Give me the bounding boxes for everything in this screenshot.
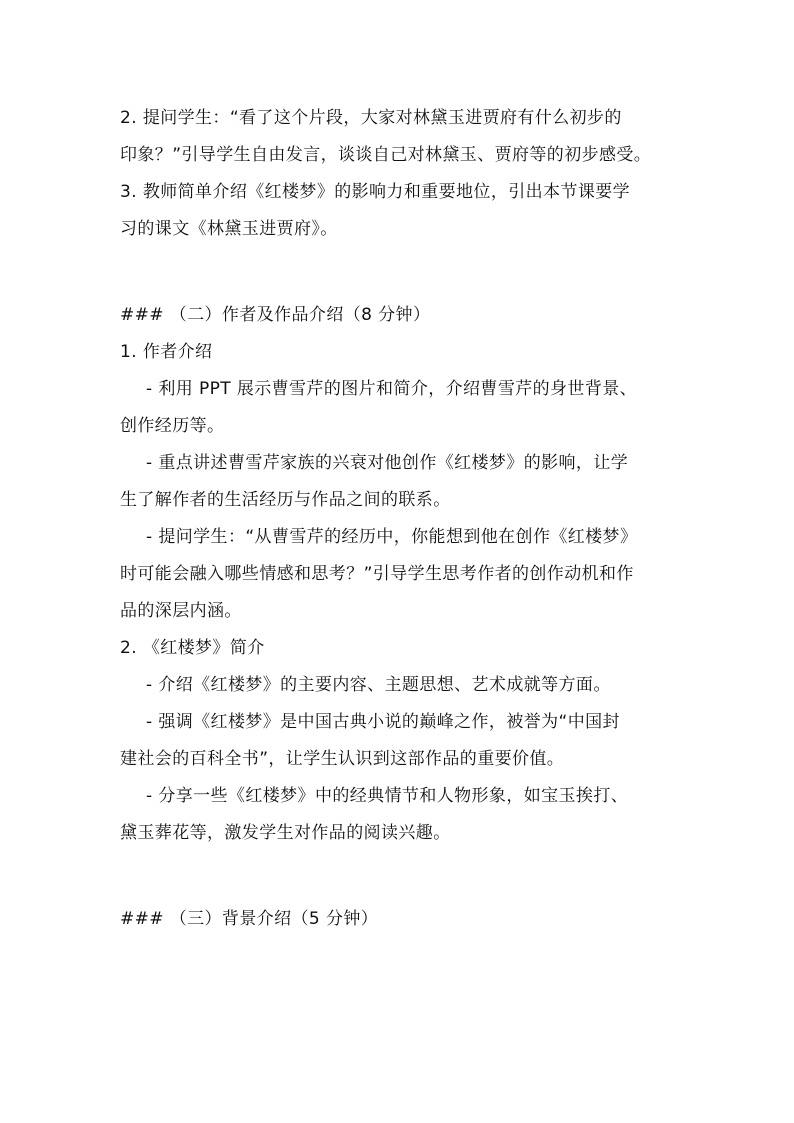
bullet-line: - 分享一些《红楼梦》中的经典情节和人物形象，如宝玉挨打、	[146, 786, 629, 806]
blank-line	[120, 852, 680, 901]
bullet-line: - 介绍《红楼梦》的主要内容、主题思想、艺术成就等方面。	[146, 675, 611, 695]
bullet-line: - 重点讲述曹雪芹家族的兴衰对他创作《红楼梦》的影响，让学	[146, 453, 629, 473]
paragraph-line: 2. 提问学生：“看了这个片段，大家对林黛玉进贾府有什么初步的	[120, 108, 622, 128]
paragraph-line: 建社会的百科全书”，让学生认识到这部作品的重要价值。	[120, 749, 565, 769]
paragraph-line: 创作经历等。	[120, 416, 225, 436]
bullet-line: - 提问学生：“从曹雪芹的经历中，你能想到他在创作《红楼梦》	[146, 527, 638, 547]
paragraph-line: 黛玉葬花等，激发学生对作品的阅读兴趣。	[120, 823, 451, 843]
paragraph-line: 时可能会融入哪些情感和思考？”引导学生思考作者的创作动机和作	[120, 564, 634, 584]
bullet-line: - 利用 PPT 展示曹雪芹的图片和简介，介绍曹雪芹的身世背景、	[146, 379, 638, 399]
section-heading: ### （三）背景介绍（5 分钟）	[120, 909, 379, 929]
paragraph-line: 生了解作者的生活经历与作品之间的联系。	[120, 490, 451, 510]
paragraph-line: 习的课文《林黛玉进贾府》。	[120, 219, 338, 239]
document-body	[120, 100, 680, 938]
blank-line	[120, 248, 680, 297]
section-heading: ### （二）作者及作品介绍（8 分钟）	[120, 305, 431, 325]
paragraph-line: 3. 教师简单介绍《红楼梦》的影响力和重要地位，引出本节课要学	[120, 182, 631, 202]
paragraph-line: 印象？”引导学生自由发言，谈谈自己对林黛玉、贾府等的初步感受。	[120, 145, 652, 165]
subsection-heading: 1. 作者介绍	[120, 342, 213, 362]
subsection-heading: 2. 《红楼梦》简介	[120, 638, 265, 658]
paragraph-line: 品的深层内涵。	[120, 601, 242, 621]
bullet-line: - 强调《红楼梦》是中国古典小说的巅峰之作，被誉为“中国封	[146, 712, 620, 732]
